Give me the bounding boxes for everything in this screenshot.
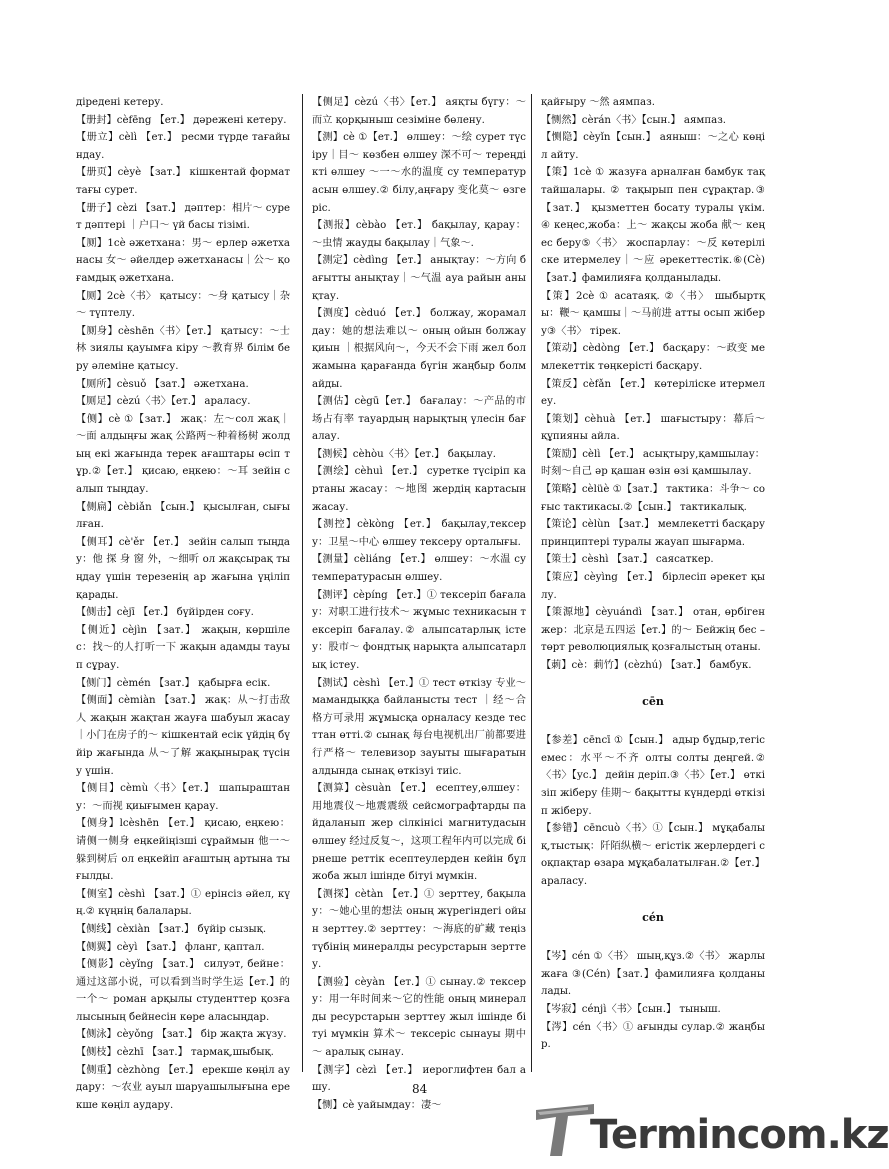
- dictionary-entry: 【恻然】cèrán〈书〉【сын.】 аямпаз.: [541, 114, 726, 126]
- entries-cen2: [541, 948, 765, 1054]
- dictionary-entry: 【参差】cēncī ①【сын.】 адыр бұдыр,тегіс емес：水平～不齐 олты солты деңгей.②〈书〉【ус.】 дейін деріп.③〈书〉【ет.】 өткізіп жіберу 佳期～ бақытты күндерді өткізіп жіберу.: [541, 735, 765, 817]
- entries-cen: [541, 732, 765, 890]
- dictionary-entry: 【测探】cètàn 【ет.】① зерттеу, бақылау：～她心里的想法 оның жүрегіндегі ойын зерттеу.② зерттеу：～海底的矿藏 теңіз түбінің минералды ресурстарын зерттеу.: [312, 888, 526, 971]
- dictionary-entry: 【岑】cén ①〈书〉 шың,құз.②〈书〉 жарлы жаға ③(Cén)【зат.】фамилияға қолданылады.: [541, 951, 765, 998]
- column-divider: [302, 94, 303, 1072]
- dictionary-entry: 【参错】cēncuò〈书〉①【сын.】 мұқабалық,тыстық：阡陌纵横～ егістік жерлердегі соқпақтар өзара мұқабалатылған.②【ет.】 араласу.: [541, 823, 765, 887]
- dictionary-entry: қайғыру ～然 аямпаз.: [541, 97, 655, 108]
- dictionary-entry: 【策论】cèlùn 【зат.】 мемлекетті басқару принциптері туралы жауап шығарма.: [541, 519, 765, 548]
- dictionary-entry: 【侧泳】cèyǒng 【зат.】 бір жақта жүзу.: [76, 1029, 287, 1041]
- dictionary-entry: 【侧枝】cèzhī 【зат.】 тармақ,шыбық.: [76, 1047, 274, 1059]
- dictionary-entry: 【册封】cèfēng 【ет.】 дәрежені кетеру.: [76, 114, 287, 126]
- dictionary-column-3: [541, 94, 765, 1054]
- dictionary-entry: 【厕足】cèzú〈书〉【ет.】 араласу.: [76, 396, 251, 408]
- dictionary-entry: 【厕身】cèshēn〈书〉【ет.】 қатысу：～士林 зиялы қауымға кіру ～教育界 білім беру әлеміне қатысу.: [76, 325, 290, 372]
- dictionary-entry: 【侧目】cèmù〈书〉【ет.】 шапыраштану：～而视 қиығымен қарау.: [76, 783, 290, 812]
- dictionary-entry: 【测试】cèshì 【ет.】① тест өткізу 专业～ мамандыққа байланысты тест ｜经～合格方可录用 жұмысқа орналасу кезде тесттан өтті.② сынақ 每台电视机出厂前都要进行严格～ телевизор зауыты шығаратын алдында сынақ өткізуі тиіс.: [312, 677, 526, 777]
- column-divider: [531, 94, 532, 1072]
- dictionary-entry: діреденi кетеру.: [76, 97, 164, 108]
- dictionary-entry: 【侧影】cèyǐng 【зат.】 силуэт, бейне：通过这部小说，可以看到当时学生运【ет.】的一个～ роман арқылы студенттер қозғалысының бейнесін көре аласыңдар.: [76, 959, 290, 1023]
- dictionary-entry: 【侧室】cèshì 【зат.】① ерінсіз әйел, күң.② күңнің балалары.: [76, 888, 290, 918]
- dictionary-entry: 【策略】cèlüè ①【зат.】 тактика：斗争～ соғыс тактикасы.②【сын.】 тактикалық.: [541, 484, 765, 513]
- dictionary-entry: 【测验】cèyàn 【ет.】① сынау.② тексеру：用一年时间来～它的性能 оның минералды ресурстарын зерттеу жыл ішінде бітуі мүмкін 算术～ тексеріс сынауы 期中～ аралық сынау.: [312, 976, 526, 1059]
- dictionary-entry: 【策】2cè ① асатаяқ. ②〈书〉 шыбыртқы：鞭～ қамшы｜～马前进 атты осып жіберу③〈书〉 тірек.: [541, 290, 765, 337]
- dictionary-entry: 【策士】cèshì 【зат.】 саясаткер.: [541, 554, 714, 566]
- dictionary-entry: 【岑寂】cénjì〈书〉【сын.】 тыныш.: [541, 1003, 721, 1015]
- dictionary-entry: 【侧耳】cè'ěr 【ет.】 зейін салып тыңдау：他 探 身 窗 外，～细听 ол жақсырақ тыңдау үшін терезенің ар жағына үңіліп қарады.: [76, 536, 290, 601]
- entries-ce: [541, 94, 765, 675]
- dictionary-entry: 【测绘】cèhuì 【ет.】 суретке түсіріп картаны жасау：～地图 жердің картасын жасау.: [312, 466, 526, 513]
- dictionary-entry: 【测】cè ①【ет.】 өлшеу：～绘 сурет түсіру｜目～ көзбен өлшеу 深不可～ тереңдікті өлшеу ～一～水的温度 су температурасын өлшеу.② білу,аңғару 变化莫～ өзгеріс.: [312, 132, 526, 214]
- logo-text: Termincom.kz: [590, 1112, 889, 1158]
- dictionary-entry: 【侧线】cèxiàn 【зат.】 бүйір сызық.: [76, 923, 267, 935]
- dictionary-entry: 【策】1cè ① жазуға арналған бамбук тақтайшалары. ② тақырып пен сұрақтар.③【зат.】 қызметтен босату туралы үкім. ④ кеңес,жоба：上～ жақсы жоба 献～ кеңес беру⑤〈书〉 жоспарлау：～反 көтеріліске итермелеу｜～应 әрекеттестік.⑥(Cè)【зат.】фамилияға қолданылады.: [541, 167, 765, 284]
- dictionary-entry: 【侧重】cèzhòng 【ет.】 ерекше көңіл аудару：～农业 ауыл шаруашылығына ерекше көңіл аудару.: [76, 1064, 290, 1111]
- dictionary-entry: 【侧击】cèjī 【ет.】 бүйірден соғу.: [76, 607, 254, 619]
- section-heading-cen2: cén: [642, 910, 664, 924]
- dictionary-entry: 【侧翼】cèyì 【зат.】 фланг, қаптал.: [76, 941, 265, 953]
- dictionary-entry: 【策划】cèhuà 【ет.】 шағыстыру：幕后～ құпияны айла.: [541, 413, 765, 443]
- dictionary-entry: 【测控】cèkòng 【ет.】 бақылау,тексеру：卫星～中心 өлшеу тексеру орталығы.: [312, 519, 526, 548]
- page-number: 84: [412, 1082, 428, 1096]
- dictionary-entry: 【恻隐】cèyǐn【сын.】 аяныш：～之心 көңіл айту.: [541, 132, 765, 161]
- dictionary-entry: 【侧身】lcèshēn 【ет.】 қисаю, еңкею：请侧一侧身 еңкейіңізші сұраймын 他一～躲到树后 ол еңкейіп ағаштың артына тығылды.: [76, 818, 290, 883]
- dictionary-column-2: [312, 94, 526, 1114]
- dictionary-entry: 【厕】1cè әжетхана：男～ ерлер әжетханасы 女～ әйелдер әжетханасы｜公～ қоғамдық әжетхана.: [76, 237, 290, 284]
- dictionary-entry: 【涔】cén〈书〉① ағынды сулар.② жаңбыр.: [541, 1021, 765, 1051]
- dictionary-entry: 【测候】cèhòu〈书〉【ет.】 бақылау.: [312, 448, 496, 460]
- dictionary-entry: 【册立】cèlì 【ет.】 ресми түрде тағайындау.: [76, 132, 290, 161]
- dictionary-entry: 【策应】cèyìng 【ет.】 бірлесіп әрекет қылу.: [541, 572, 765, 601]
- dictionary-entry: 【侧近】cèjìn 【зат.】 жақын, көршілес：找～的人打听一下 жақын адамды тауып сұрау.: [76, 624, 290, 671]
- dictionary-entry: 【策反】cèfǎn 【ет.】 көтеріліске итермелеу.: [541, 378, 765, 408]
- dictionary-entry: 【册页】cèyè 【зат.】 кішкентай форматтағы сурет.: [76, 167, 290, 196]
- dictionary-column-1: [76, 94, 290, 1114]
- site-logo: [528, 1100, 889, 1160]
- dictionary-entry: 【侧扁】cèbiǎn 【сын.】 қысылған, сығылған.: [76, 501, 290, 531]
- dictionary-entry: 【厕】2cè〈书〉 қатысу：～身 қатысу｜杂～ түптелу.: [76, 290, 290, 320]
- dictionary-entry: 【测字】cèzì 【ет.】 иероглифтен бал ашу.: [312, 1064, 526, 1094]
- dictionary-entry: 【侧】cè ①【зат.】 жақ：左～сол жақ｜～面 алдыңғы жақ 公路两～种着杨树 жолдың екі жағында терек ағаштары өсіп тұр.②【ет.】 қисаю, еңкею：～耳 зейін салып тыңдау.: [76, 413, 290, 496]
- logo-mark-icon: [528, 1100, 598, 1160]
- dictionary-entry: 【测度】cèduó 【ет.】 болжау, жорамалдау：她的想法难以～ оның ойын болжау қиын ｜根据风向～，今天不会下雨 жел болжамына қарағанда бүгін жаңбыр болмайды.: [312, 308, 526, 390]
- dictionary-entry: 【测估】cègū【ет.】 бағалау：～产品的市场占有率 тауардың нарықтың үлесін бағалау.: [312, 396, 526, 443]
- dictionary-entry: 【侧面】cèmiàn 【зат.】 жақ：从～打击敌人 жақын жақтан жауға шабуыл жасау｜小门在房子的～ кішкентай есік үйдің бүйір жағында 从～了解 жақынырақ түсіну үшін.: [76, 695, 290, 777]
- dictionary-entry: 【莿】cè：莿竹】(cèzhú) 【зат.】 бамбук.: [541, 660, 752, 671]
- dictionary-entry: 【测评】cèpíng 【ет.】① тексеріп бағалау：对职工进行技术～ жұмыс техникасын тексеріп бағалау.② алыпсатарлық істеу：股市～ фондтық нарықта алыпсатарлық істеу.: [312, 589, 526, 671]
- dictionary-entry: 【测量】cèliáng 【ет.】 өлшеу：～水温 су температурасын өлшеу.: [312, 554, 526, 584]
- dictionary-entry: 【侧足】cèzú〈书〉【ет.】 аяқты бүгу：～而立 қорқыныш сезіміне бөлену.: [312, 97, 526, 126]
- dictionary-entry: 【策动】cèdòng 【ет.】 басқару：～政变 мемлекеттік төңкерісті басқару.: [541, 343, 765, 372]
- dictionary-entry: 【策源地】cèyuándì 【зат.】 отан, өрбіген жер：北京是五四运【ет.】的～ Бейжің бес –төрт революциялық қозғалыстың отаны.: [541, 607, 765, 654]
- dictionary-entry: 【厕所】cèsuǒ 【зат.】 әжетхана.: [76, 378, 249, 390]
- dictionary-entry: 【测报】cèbào 【ет.】 бақылау, қарау：～虫情 жауды бақылау｜气象～.: [312, 220, 526, 249]
- dictionary-entry: 【策励】cèlì 【ет.】 асықтыру,қамшылау：时刻～自己 әр қашан өзін өзі қамшылау.: [541, 448, 765, 478]
- dictionary-entry: 【测算】cèsuàn 【ет.】 есептеу,өлшеу：用地震仪～地震震级 сейсмографтарды пайдаланып жер сілкінісі магнитудасын өлшеу 经过反复～，这项工程年内可以完成 бірнеше реттік есептеулерден кейін бұл жоба жыл ішінде бітуі мүмкін.: [312, 783, 526, 883]
- dictionary-entry: 【测定】cèdìng 【ет.】 анықтау：～方向 бағытты анықтау｜～气温 ауа райын анықтау.: [312, 255, 526, 302]
- dictionary-entry: 【恻】cè уайымдау：凄～: [312, 1099, 442, 1111]
- section-heading-cen: cēn: [642, 694, 664, 708]
- dictionary-entry: 【册子】cèzi 【зат.】 дәптер：相片～ сурет дәптері ｜户口～ үй басы тізімі.: [76, 202, 290, 232]
- dictionary-entry: 【侧门】cèmén 【зат.】 қабырға есік.: [76, 677, 271, 689]
